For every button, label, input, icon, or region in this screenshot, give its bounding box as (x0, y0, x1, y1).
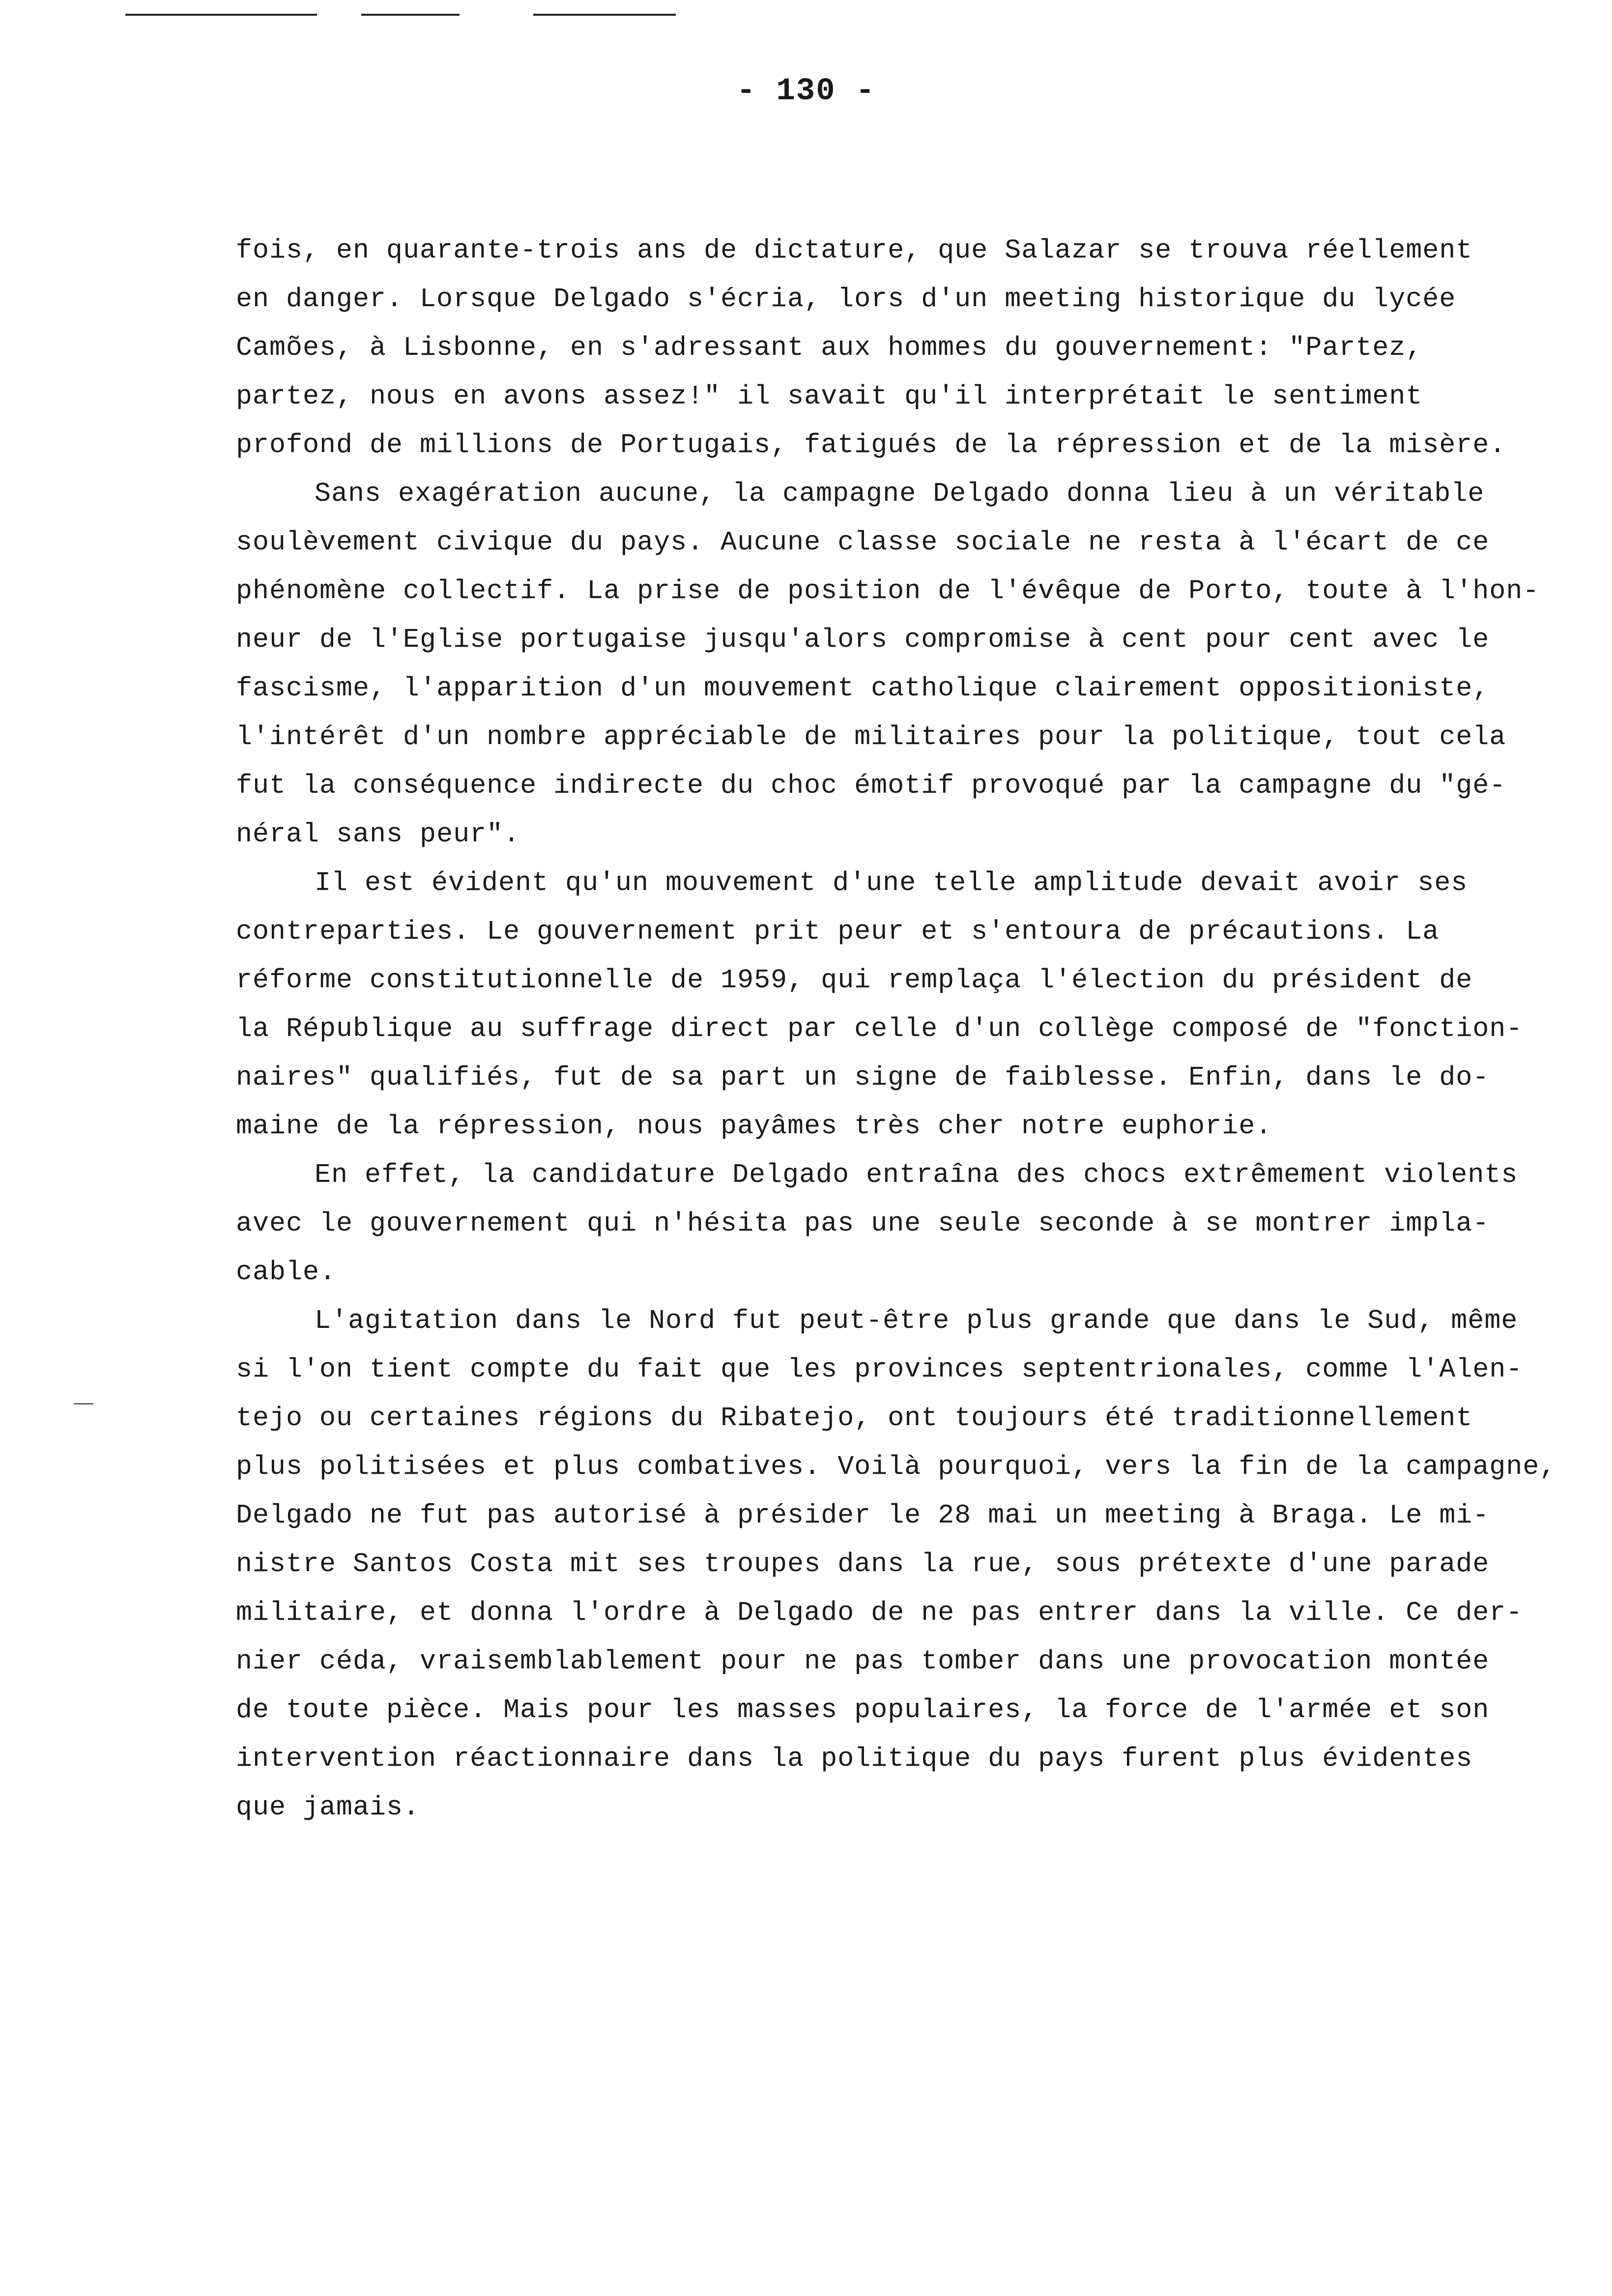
paragraph-start-line: Il est évident qu'un mouvement d'une telle amplitude devait avoir ses (315, 867, 1468, 898)
text-line: réforme constitutionnelle de 1959, qui remplaça l'élection du président de (236, 965, 1473, 996)
page-number: - 130 - (736, 74, 876, 109)
text-line: en danger. Lorsque Delgado s'écria, lors d'un meeting historique du lycée (236, 284, 1456, 315)
text-line: que jamais. (236, 1792, 420, 1823)
text-line: nier céda, vraisemblablement pour ne pas tomber dans une provocation montée (236, 1646, 1490, 1677)
top-rule (533, 14, 676, 16)
text-line: avec le gouvernement qui n'hésita pas une seule seconde à se montrer impla- (236, 1208, 1490, 1239)
text-line: fut la conséquence indirecte du choc émotif provoqué par la campagne du "gé- (236, 770, 1506, 801)
paragraph-start-line: Sans exagération aucune, la campagne Delgado donna lieu à un véritable (315, 478, 1485, 509)
text-line: soulèvement civique du pays. Aucune classe sociale ne resta à l'écart de ce (236, 527, 1490, 558)
text-line: cable. (236, 1257, 337, 1288)
text-line: l'intérêt d'un nombre appréciable de militaires pour la politique, tout cela (236, 721, 1506, 752)
text-line: Camões, à Lisbonne, en s'adressant aux hommes du gouvernement: "Partez, (236, 332, 1423, 363)
paragraph-start-line: En effet, la candidature Delgado entraîna des chocs extrêmement violents (315, 1159, 1518, 1190)
margin-mark (74, 1403, 93, 1405)
text-line: partez, nous en avons assez!" il savait qu'il interprétait le sentiment (236, 381, 1423, 412)
text-line: fascisme, l'apparition d'un mouvement catholique clairement oppositioniste, (236, 673, 1490, 704)
text-line: militaire, et donna l'ordre à Delgado de ne pas entrer dans la ville. Ce der- (236, 1597, 1523, 1628)
text-line: Delgado ne fut pas autorisé à présider le 28 mai un meeting à Braga. Le mi- (236, 1500, 1490, 1531)
text-line: intervention réactionnaire dans la politique du pays furent plus évidentes (236, 1743, 1473, 1774)
text-line: naires" qualifiés, fut de sa part un signe de faiblesse. Enfin, dans le do- (236, 1062, 1490, 1093)
text-line: maine de la répression, nous payâmes très cher notre euphorie. (236, 1111, 1272, 1142)
text-line: plus politisées et plus combatives. Voilà pourquoi, vers la fin de la campagne, (236, 1451, 1556, 1482)
top-rule (361, 14, 460, 16)
text-line: la République au suffrage direct par celle d'un collège composé de "fonction- (236, 1013, 1523, 1044)
top-rule (125, 14, 317, 16)
text-line: de toute pièce. Mais pour les masses populaires, la force de l'armée et son (236, 1694, 1490, 1725)
text-line: contreparties. Le gouvernement prit peur et s'entoura de précautions. La (236, 916, 1439, 947)
text-line: néral sans peur". (236, 819, 520, 850)
body-text (236, 226, 1583, 1832)
text-line: si l'on tient compte du fait que les provinces septentrionales, comme l'Alen- (236, 1354, 1523, 1385)
text-line: tejo ou certaines régions du Ribatejo, ont toujours été traditionnellement (236, 1403, 1473, 1434)
text-line: nistre Santos Costa mit ses troupes dans la rue, sous prétexte d'une parade (236, 1549, 1490, 1579)
paragraph-start-line: L'agitation dans le Nord fut peut-être plus grande que dans le Sud, même (315, 1305, 1518, 1336)
text-line: neur de l'Eglise portugaise jusqu'alors compromise à cent pour cent avec le (236, 624, 1490, 655)
text-line: profond de millions de Portugais, fatigués de la répression et de la misère. (236, 430, 1506, 460)
text-line: fois, en quarante-trois ans de dictature, que Salazar se trouva réellement (236, 235, 1473, 266)
text-line: phénomène collectif. La prise de position de l'évêque de Porto, toute à l'hon- (236, 575, 1540, 606)
